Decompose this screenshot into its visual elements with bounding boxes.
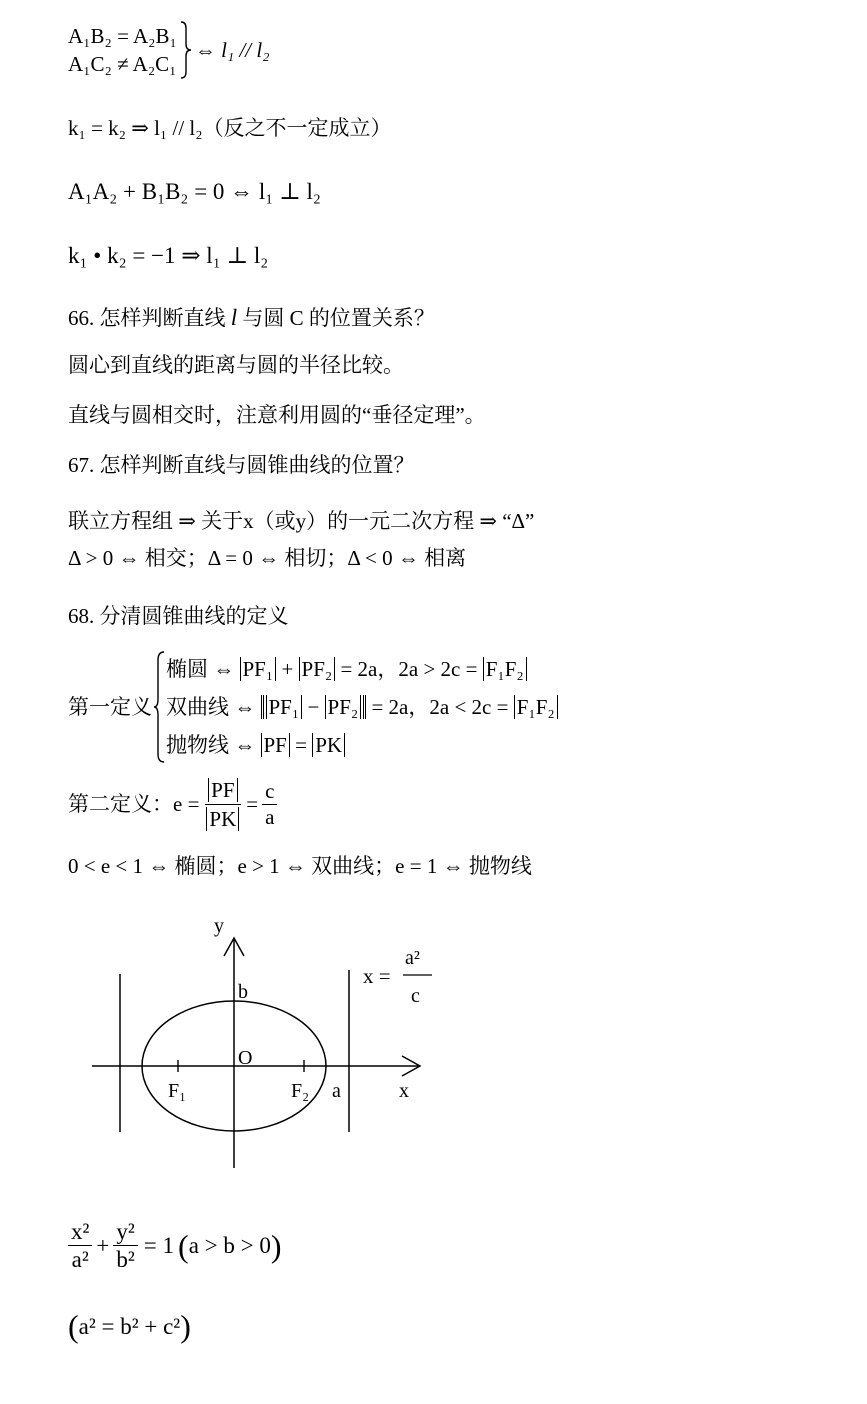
left-brace-icon bbox=[153, 650, 165, 764]
eq-rhs: = 1 bbox=[143, 1233, 175, 1258]
hyp-pf1-abs: PF₁ bbox=[266, 695, 303, 719]
ellipse-tail: = 2a，2a > 2c = bbox=[340, 657, 478, 681]
pf-abs: PF bbox=[261, 733, 290, 757]
eq-x-num: x² bbox=[68, 1220, 92, 1246]
k-parallel bbox=[68, 118, 392, 139]
f1-label: F₁ bbox=[168, 1080, 187, 1102]
hyp-f1f2-abs: F₁F₂ bbox=[514, 695, 558, 719]
k-parallel-lhs: k₁ = k₂ ⇒ l₁ // l₂ bbox=[68, 116, 203, 140]
eq-y-den: b² bbox=[116, 1247, 135, 1272]
perpendicular-2: k₁ • k₂ = −1 ⇒ l₁ ⊥ l₂ bbox=[68, 243, 269, 268]
pf2-abs: PF₂ bbox=[299, 657, 336, 681]
eq-y-num: y² bbox=[113, 1220, 137, 1246]
pk-abs: PK bbox=[312, 733, 345, 757]
parallel-eq1: A₁B₂ = A₂B₁ bbox=[68, 24, 177, 48]
q66-part-b: 与圆 C 的位置关系？ bbox=[242, 306, 435, 330]
abc-text: a² = b² + c² bbox=[78, 1314, 181, 1339]
b-label: b bbox=[238, 981, 248, 1003]
eccentricity-cases: 0 < e < 1 ⇔ 椭圆；e > 1 ⇔ 双曲线；e = 1 ⇔ 抛物线 bbox=[68, 854, 532, 878]
def2-pk: PK bbox=[206, 807, 239, 831]
a-label: a bbox=[332, 1080, 341, 1102]
perpendicular-1: A₁A₂ + B₁B₂ = 0 ⇔ l₁ ⊥ l₂ bbox=[68, 179, 321, 204]
f2-label: F₂ bbox=[291, 1080, 310, 1102]
q67-answer-1: 联立方程组 ⇒ 关于x（或y）的一元二次方程 ⇒ “Δ” bbox=[68, 509, 535, 533]
eq-condition: a > b > 0 bbox=[188, 1233, 271, 1258]
y-label: y bbox=[214, 915, 224, 937]
def2-pf: PF bbox=[208, 778, 237, 802]
first-definition-label: 第一定义 bbox=[68, 694, 152, 719]
directrix-num: a² bbox=[405, 947, 420, 969]
q66-answer-1: 圆心到直线的距离与圆的半径比较。 bbox=[68, 353, 404, 377]
q66-answer-2: 直线与圆相交时，注意利用圆的“垂径定理”。 bbox=[68, 403, 486, 427]
f1f2-abs: F₁F₂ bbox=[483, 657, 527, 681]
parallel-result: ⇔ l₁ // l₂ bbox=[194, 37, 270, 62]
pf-difference-abs: PF₁ − PF₂ bbox=[261, 695, 367, 719]
question-66 bbox=[68, 306, 435, 329]
hyp-pf2-abs: PF₂ bbox=[325, 695, 362, 719]
second-definition-label: 第二定义：e = bbox=[68, 792, 200, 817]
parallel-eq2: A₁C₂ ≠ A₂C₁ bbox=[68, 52, 177, 76]
question-67: 67. 怎样判断直线与圆锥曲线的位置？ bbox=[68, 453, 415, 477]
question-68: 68. 分清圆锥曲线的定义 bbox=[68, 604, 289, 628]
ellipse-definition: 椭圆 ⇔ PF₁ + PF₂ = 2a，2a > 2c = F₁F₂ bbox=[166, 655, 558, 683]
parallel-system bbox=[68, 22, 177, 78]
directrix-lhs: x = bbox=[363, 964, 391, 988]
x-label: x bbox=[399, 1080, 409, 1102]
ellipse-figure bbox=[0, 900, 867, 1180]
parallel-condition bbox=[68, 20, 270, 80]
definition-cases bbox=[166, 655, 558, 759]
c-over-a bbox=[262, 781, 277, 828]
second-definition: 第二定义：e = $\frac{PF}{PK}$ = $\frac{c}{a}$ bbox=[68, 778, 277, 831]
first-definition bbox=[68, 650, 558, 764]
def2-c: c bbox=[262, 781, 277, 805]
directrix-den: c bbox=[411, 985, 420, 1007]
ellipse-name: 椭圆 bbox=[166, 657, 208, 681]
y-over-b bbox=[113, 1220, 137, 1271]
eq-x-den: a² bbox=[71, 1247, 89, 1272]
hyperbola-tail: = 2a，2a < 2c = bbox=[371, 695, 509, 719]
abc-relation: (a² = b² + c²) bbox=[68, 1308, 191, 1344]
q66-var: l bbox=[230, 305, 238, 330]
pf-over-pk bbox=[203, 778, 242, 831]
x-over-a bbox=[68, 1220, 92, 1271]
def2-a: a bbox=[265, 805, 275, 830]
parabola-definition: 抛物线 ⇔ PF = PK bbox=[166, 731, 558, 759]
hyperbola-name: 双曲线 bbox=[166, 695, 229, 719]
hyperbola-definition: 双曲线 ⇔ PF₁ − PF₂ = 2a，2a < 2c = F₁F₂ bbox=[166, 693, 558, 721]
q67-answer-2: Δ > 0 ⇔ 相交；Δ = 0 ⇔ 相切；Δ < 0 ⇔ 相离 bbox=[68, 546, 467, 570]
q66-part-a: 66. 怎样判断直线 bbox=[68, 306, 226, 330]
parabola-name: 抛物线 bbox=[166, 733, 229, 757]
pf1-abs: PF₁ bbox=[240, 657, 277, 681]
ellipse-equation: $\frac{\text{x²}}{\text{a²}}$ + $\frac{\text{y²}}{\text{b²}}$ = 1 ( a > b > 0 ) bbox=[68, 1220, 282, 1271]
right-brace-icon bbox=[179, 20, 193, 80]
origin-label: O bbox=[238, 1047, 253, 1069]
k-parallel-note: （反之不一定成立） bbox=[202, 116, 392, 140]
